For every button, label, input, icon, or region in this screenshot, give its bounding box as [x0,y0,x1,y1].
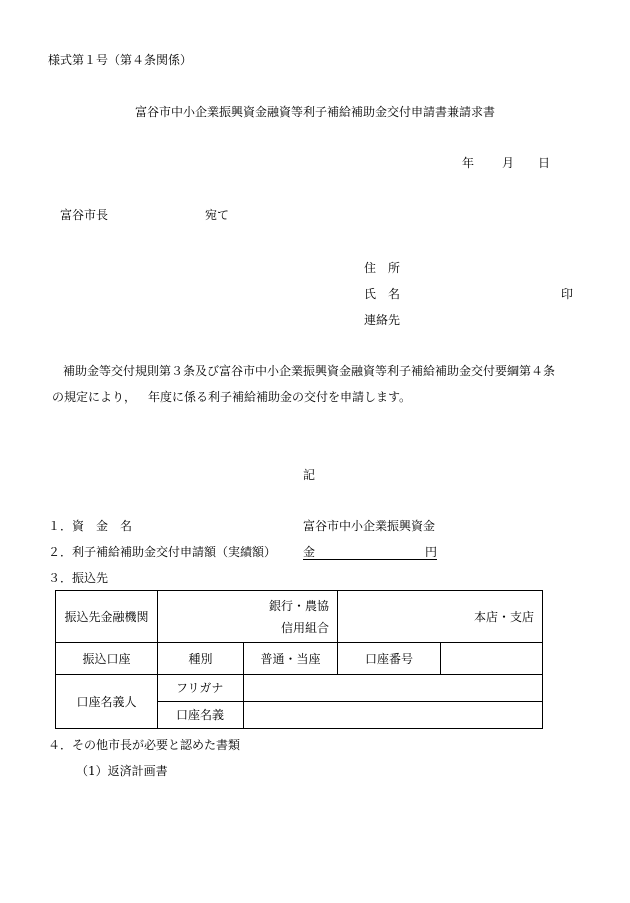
addressee-suffix: 宛て [205,208,230,222]
holder-label: 口座名義人 [56,675,158,729]
addressee-name: 富谷市長 [60,208,109,222]
bank-types-line-2: 信用組合 [281,620,330,635]
applicant-address-label: 住 所 [364,261,401,275]
account-number-label: 口座番号 [338,643,441,675]
amount-prefix: 金 [303,545,316,559]
amount-field [303,545,437,560]
body-line-2a: の規定により， [52,390,137,404]
furigana-label: フリガナ [158,675,244,702]
date-year: 年 [462,156,475,170]
item-4-label: ４．その他市長が必要と認めた書類 [48,738,241,752]
applicant-name-label: 氏 名 [364,287,401,301]
account-number-value [441,643,543,675]
type-label: 種別 [158,643,244,675]
institution-label: 振込先金融機関 [56,591,158,643]
bank-type-cell [158,591,338,643]
form-number: 様式第１号（第４条関係） [48,53,193,67]
seal-mark: 印 [561,287,574,301]
page-title: 富谷市中小企業振興資金融資等利子補給補助金交付申請書兼請求書 [134,105,495,119]
account-label: 振込口座 [56,643,158,675]
item-2-label: ２．利子補給補助金交付申請額（実績額） [48,545,277,559]
bank-transfer-table [55,590,543,729]
bank-types-line-1: 銀行・農協 [269,598,330,613]
type-options: 普通・当座 [244,643,338,675]
holder-name-label: 口座名義 [158,702,244,729]
item-3-label: ３．振込先 [48,571,109,585]
body-line-1: 補助金等交付規則第３条及び富谷市中小企業振興資金融資等利子補給補助金交付要綱第４条 [63,364,556,378]
item-1-label: １．資 金 名 [48,519,133,533]
date-day: 日 [538,156,551,170]
holder-name-value [244,702,543,729]
item-4-sub-1: （1）返済計画書 [76,764,168,778]
ki-heading: 記 [303,468,316,482]
applicant-contact-label: 連絡先 [364,313,401,327]
date-month: 月 [502,156,515,170]
body-line-2b: 年度に係る利子補給補助金の交付を申請します。 [148,390,412,404]
branch-type-cell: 本店・支店 [338,591,543,643]
item-1-value: 富谷市中小企業振興資金 [303,519,436,533]
amount-suffix: 円 [424,545,437,559]
furigana-value [244,675,543,702]
